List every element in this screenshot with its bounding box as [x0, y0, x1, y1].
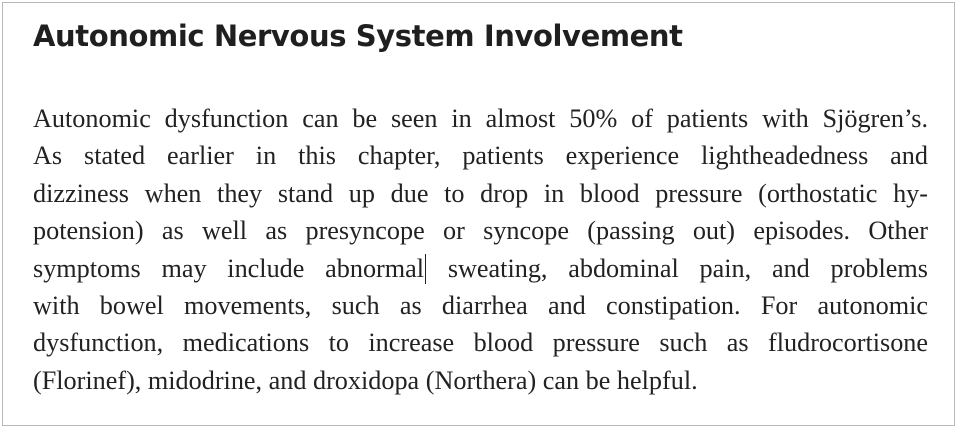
paragraph-line-last: (Florinef), midodrine, and droxidopa (Northera) can be helpful.: [33, 365, 698, 395]
paragraph-line-part-after-caret: sweating, abdominal pain, and problems: [447, 253, 928, 283]
paragraph-line: Autonomic dysfunction can be seen in almost 50% of patients with Sjögren’s.: [33, 104, 928, 133]
section-heading: Autonomic Nervous System Involvement: [33, 19, 683, 53]
paragraph-line: dysfunction, medications to increase blood pressure such as fludrocortisone: [33, 328, 928, 358]
paragraph-line: As stated earlier in this chapter, patients experience lightheadedness and: [33, 141, 928, 171]
paragraph-line-part-before-caret: symptoms may include abnormal: [33, 253, 425, 283]
text-cursor: [425, 254, 426, 284]
body-paragraph[interactable]: [33, 100, 928, 399]
document-frame: [2, 2, 955, 426]
paragraph-line: dizziness when they stand up due to drop in blood pressure (orthostatic hy-: [33, 178, 928, 208]
paragraph-line: potension) as well as presyncope or syncope (passing out) episodes. Other: [33, 216, 928, 246]
paragraph-line-with-caret: [33, 250, 928, 287]
paragraph-line: with bowel movements, such as diarrhea and constipation. For autonomic: [33, 291, 928, 321]
